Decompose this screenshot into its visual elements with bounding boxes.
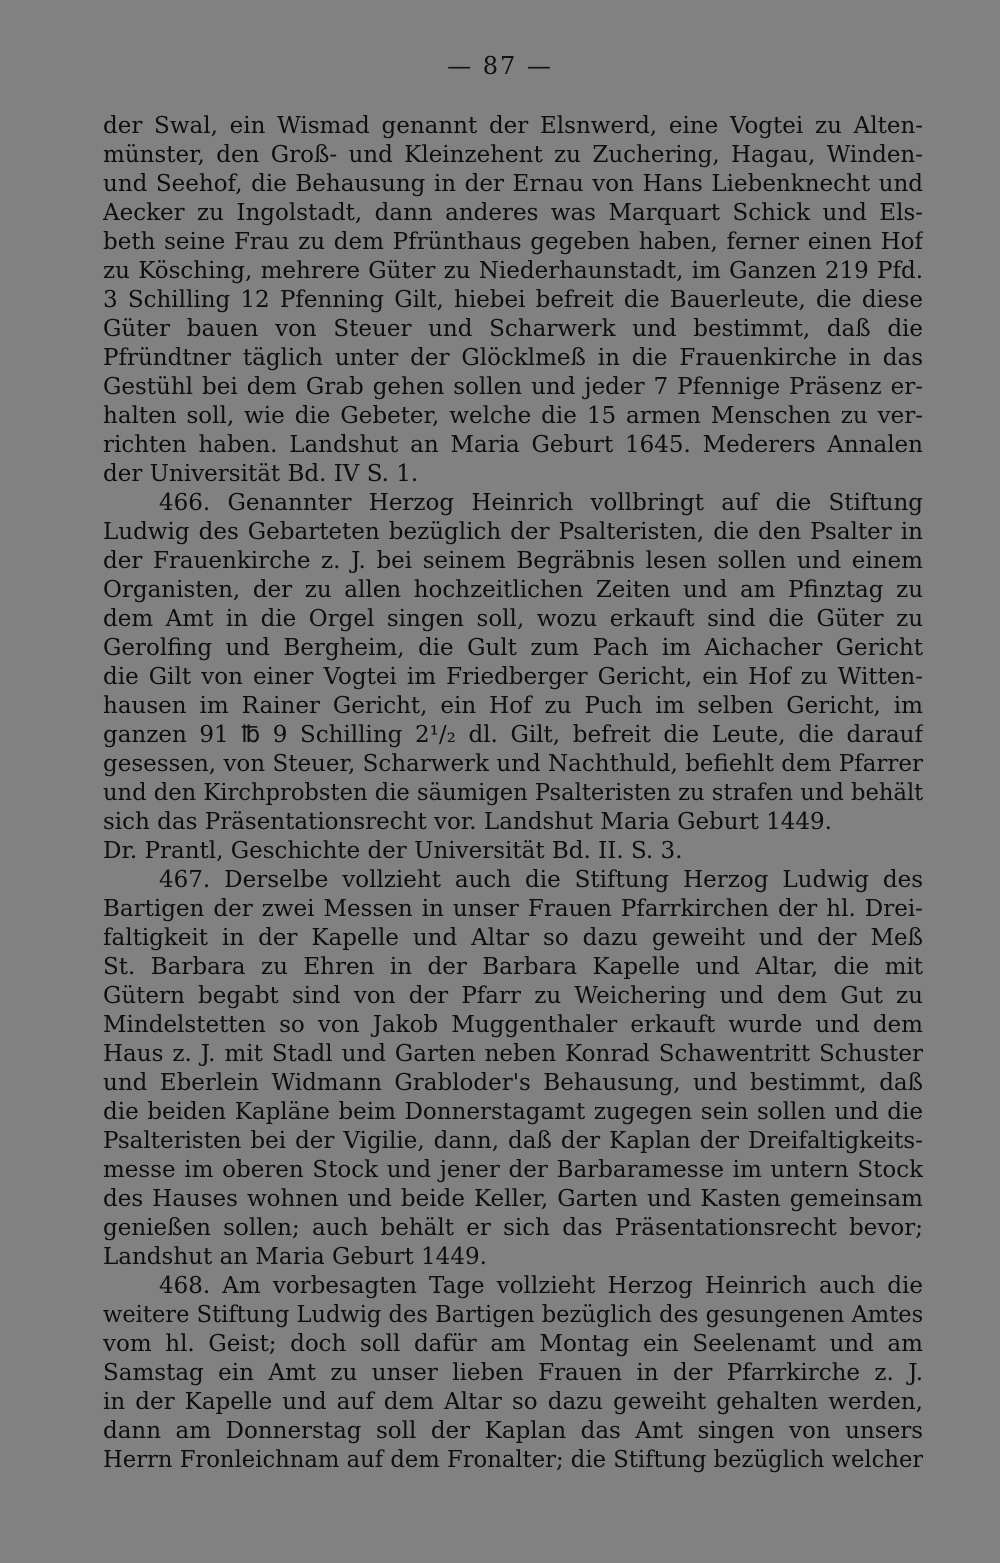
text-line: Haus z. J. mit Stadl und Garten neben Konrad Schawentritt Schuster — [103, 1041, 923, 1067]
text-line: die beiden Kapläne beim Donnerstagamt zugegen sein sollen und die — [103, 1099, 923, 1125]
page-number: — 87 — — [447, 52, 553, 80]
text-line: 3 Schilling 12 Pfenning Gilt, hiebei befreit die Bauerleute, die diese — [103, 287, 923, 313]
text-line: hausen im Rainer Gericht, ein Hof zu Puch im selben Gericht, im — [103, 693, 923, 719]
text-line: weitere Stiftung Ludwig des Bartigen bezüglich des gesungenen Amtes — [103, 1302, 923, 1328]
text-line: Gütern begabt sind von der Pfarr zu Weichering und dem Gut zu — [103, 983, 923, 1009]
text-line: Pfründtner täglich unter der Glöcklmeß in die Frauenkirche in das — [103, 345, 923, 371]
text-line: St. Barbara zu Ehren in der Barbara Kapelle und Altar, die mit — [103, 954, 923, 980]
text-line: Bartigen der zwei Messen in unser Frauen Pfarrkirchen der hl. Drei- — [103, 896, 923, 922]
text-line: Herrn Fronleichnam auf dem Fronalter; die Stiftung bezüglich welcher — [103, 1447, 923, 1473]
text-line: Gerolfing und Bergheim, die Gult zum Pach im Aichacher Gericht — [103, 635, 923, 661]
text-line: Gestühl bei dem Grab gehen sollen und jeder 7 Pfennige Präsenz er- — [103, 374, 923, 400]
body-text — [103, 112, 923, 1475]
text-line: die Gilt von einer Vogtei im Friedberger Gericht, ein Hof zu Witten- — [103, 664, 923, 690]
text-line: messe im oberen Stock und jener der Barbaramesse im untern Stock — [103, 1157, 923, 1183]
text-line: dem Amt in die Orgel singen soll, wozu erkauft sind die Güter zu — [103, 606, 923, 632]
text-line: 467. Derselbe vollzieht auch die Stiftung Herzog Ludwig des — [159, 867, 923, 893]
text-line: in der Kapelle und auf dem Altar so dazu geweiht gehalten werden, — [103, 1389, 923, 1415]
text-line: faltigkeit in der Kapelle und Altar so dazu geweiht und der Meß — [103, 925, 923, 951]
text-line: und Seehof, die Behausung in der Ernau von Hans Liebenknecht und — [103, 171, 923, 197]
text-line: genießen sollen; auch behält er sich das Präsentationsrecht bevor; — [103, 1215, 923, 1241]
text-line: Samstag ein Amt zu unser lieben Frauen in der Pfarrkirche z. J. — [103, 1360, 923, 1386]
text-line: der Swal, ein Wismad genannt der Elsnwerd, eine Vogtei zu Alten- — [103, 113, 923, 139]
text-line: Güter bauen von Steuer und Scharwerk und bestimmt, daß die — [103, 316, 923, 342]
text-line: Landshut an Maria Geburt 1449. — [103, 1244, 487, 1270]
text-line: gesessen, von Steuer, Scharwerk und Nachthuld, befiehlt dem Pfarrer — [103, 751, 923, 777]
text-line: vom hl. Geist; doch soll dafür am Montag ein Seelenamt und am — [103, 1331, 923, 1357]
text-line: Ludwig des Gebarteten bezüglich der Psalteristen, die den Psalter in — [103, 519, 923, 545]
text-line: halten soll, wie die Gebeter, welche die 15 armen Menschen zu ver- — [103, 403, 923, 429]
text-line: und Eberlein Widmann Grabloder's Behausung, und bestimmt, daß — [103, 1070, 923, 1096]
text-line: Mindelstetten so von Jakob Muggenthaler erkauft wurde und dem — [103, 1012, 923, 1038]
text-line: münster, den Groß- und Kleinzehent zu Zuchering, Hagau, Winden- — [103, 142, 923, 168]
text-line: Aecker zu Ingolstadt, dann anderes was Marquart Schick und Els- — [103, 200, 923, 226]
text-line: Dr. Prantl, Geschichte der Universität Bd. II. S. 3. — [103, 838, 683, 864]
text-line: richten haben. Landshut an Maria Geburt 1645. Mederers Annalen — [103, 432, 923, 458]
text-line: der Frauenkirche z. J. bei seinem Begräbnis lesen sollen und einem — [103, 548, 923, 574]
text-line: Psalteristen bei der Vigilie, dann, daß der Kaplan der Dreifaltigkeits- — [103, 1128, 923, 1154]
text-line: 468. Am vorbesagten Tage vollzieht Herzog Heinrich auch die — [159, 1273, 923, 1299]
text-line: des Hauses wohnen und beide Keller, Garten und Kasten gemeinsam — [103, 1186, 923, 1212]
text-line: sich das Präsentationsrecht vor. Landshut Maria Geburt 1449. — [103, 809, 832, 835]
text-line: beth seine Frau zu dem Pfrünthaus gegeben haben, ferner einen Hof — [103, 229, 923, 255]
text-line: ganzen 91 ℔ 9 Schilling 2¹/₂ dl. Gilt, befreit die Leute, die darauf — [103, 722, 923, 748]
text-line: zu Kösching, mehrere Güter zu Niederhaunstadt, im Ganzen 219 Pfd. — [103, 258, 923, 284]
text-line: 466. Genannter Herzog Heinrich vollbringt auf die Stiftung — [159, 490, 923, 516]
text-line: der Universität Bd. IV S. 1. — [103, 461, 419, 487]
text-line: Organisten, der zu allen hochzeitlichen Zeiten und am Pfinztag zu — [103, 577, 923, 603]
text-line: und den Kirchprobsten die säumigen Psalteristen zu strafen und behält — [103, 780, 923, 806]
text-line: dann am Donnerstag soll der Kaplan das Amt singen von unsers — [103, 1418, 923, 1444]
